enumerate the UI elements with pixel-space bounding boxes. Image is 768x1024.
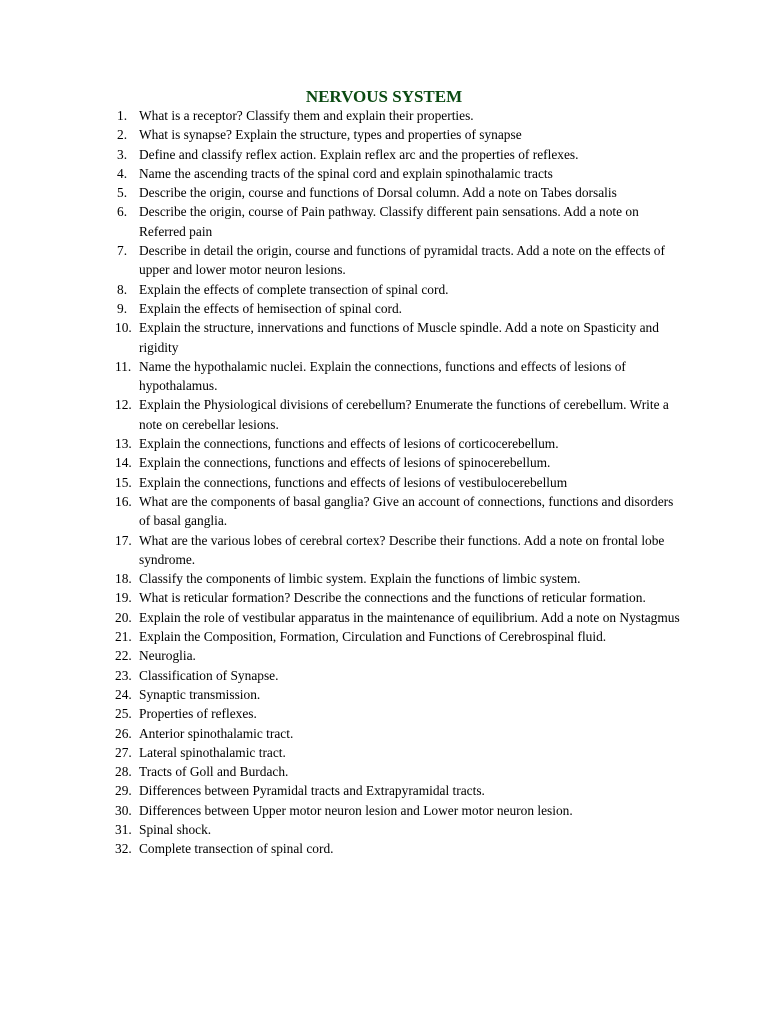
item-text: Explain the effects of hemisection of spinal cord. <box>139 300 403 316</box>
item-text: Describe the origin, course and functions of Dorsal column. Add a note on Tabes dorsalis <box>139 185 617 201</box>
list-item <box>115 473 685 492</box>
list-item <box>115 627 685 646</box>
item-text: Describe in detail the origin, course and functions of pyramidal tracts. Add a note on the effects of upper and lower motor neuron lesions. <box>139 243 665 278</box>
item-number: 9. <box>117 300 128 316</box>
item-number: 10. <box>115 320 132 336</box>
list-item <box>115 145 685 164</box>
item-number: 28. <box>115 764 132 780</box>
list-item <box>115 588 685 607</box>
item-text: Neuroglia. <box>139 648 196 664</box>
item-number: 25. <box>115 706 132 722</box>
item-text: Anterior spinothalamic tract. <box>139 725 294 741</box>
list-item <box>115 531 685 570</box>
item-number: 20. <box>115 609 132 625</box>
item-number: 24. <box>115 686 132 702</box>
list-item <box>115 724 685 743</box>
item-number: 32. <box>115 841 132 857</box>
list-item <box>115 395 685 434</box>
item-number: 21. <box>115 629 132 645</box>
list-item <box>115 492 685 531</box>
list-item <box>115 762 685 781</box>
item-number: 15. <box>115 474 132 490</box>
page-title: NERVOUS SYSTEM <box>305 87 463 106</box>
item-text: Synaptic transmission. <box>139 686 261 702</box>
item-text: Differences between Pyramidal tracts and Extrapyramidal tracts. <box>139 783 485 799</box>
item-text: What are the various lobes of cerebral cortex? Describe their functions. Add a note on frontal lobe syndrome. <box>139 532 665 567</box>
list-item <box>115 820 685 839</box>
list-item <box>115 781 685 800</box>
item-text: Explain the structure, innervations and functions of Muscle spindle. Add a note on Spasticity and rigidity <box>139 320 659 355</box>
item-text: What is reticular formation? Describe the connections and the functions of reticular formation. <box>139 590 646 606</box>
item-number: 17. <box>115 532 132 548</box>
item-text: What is a receptor? Classify them and explain their properties. <box>139 108 474 123</box>
list-item <box>115 202 685 241</box>
list-item <box>115 569 685 588</box>
item-number: 23. <box>115 667 132 683</box>
item-number: 30. <box>115 802 132 818</box>
item-number: 19. <box>115 590 132 606</box>
list-item <box>115 685 685 704</box>
item-number: 29. <box>115 783 132 799</box>
item-text: Explain the Composition, Formation, Circulation and Functions of Cerebrospinal fluid. <box>139 629 607 645</box>
item-text: Explain the connections, functions and effects of lesions of vestibulocerebellum <box>139 474 568 490</box>
list-item <box>115 106 685 125</box>
item-number: 16. <box>115 493 132 509</box>
list-item <box>115 743 685 762</box>
list-item <box>115 608 685 627</box>
list-item <box>115 839 685 858</box>
item-number: 1. <box>117 108 128 123</box>
list-item <box>115 434 685 453</box>
item-text: Explain the Physiological divisions of cerebellum? Enumerate the functions of cerebellum. Write a note on cerebellar lesions. <box>139 397 669 432</box>
item-number: 8. <box>117 281 128 297</box>
item-number: 13. <box>115 436 132 452</box>
item-text: What are the components of basal ganglia? Give an account of connections, functions and disorders of basal ganglia. <box>139 493 674 529</box>
list-item <box>115 280 685 299</box>
item-number: 14. <box>115 455 132 471</box>
item-number: 22. <box>115 648 132 664</box>
item-number: 6. <box>117 204 128 220</box>
item-text: What is synapse? Explain the structure, types and properties of synapse <box>139 127 522 143</box>
item-number: 26. <box>115 725 132 741</box>
item-number: 7. <box>117 243 128 259</box>
item-number: 31. <box>115 821 132 837</box>
item-number: 4. <box>117 165 128 181</box>
item-number: 3. <box>117 146 128 162</box>
item-text: Define and classify reflex action. Explain reflex arc and the properties of reflexes. <box>139 146 579 162</box>
item-text: Explain the effects of complete transection of spinal cord. <box>139 281 449 297</box>
list-item <box>115 666 685 685</box>
item-text: Tracts of Goll and Burdach. <box>139 764 289 780</box>
item-text: Spinal shock. <box>139 821 212 837</box>
item-text: Lateral spinothalamic tract. <box>139 744 286 760</box>
item-text: Explain the role of vestibular apparatus in the maintenance of equilibrium. Add a note on Nystagmus <box>139 609 680 625</box>
list-item <box>115 453 685 472</box>
item-number: 12. <box>115 397 132 413</box>
item-text: Name the ascending tracts of the spinal cord and explain spinothalamic tracts <box>139 165 553 181</box>
list-item <box>115 801 685 820</box>
list-item <box>115 646 685 665</box>
list-item <box>115 183 685 202</box>
item-text: Properties of reflexes. <box>139 706 257 722</box>
question-list <box>115 106 685 859</box>
item-text: Classification of Synapse. <box>139 667 279 683</box>
item-text: Describe the origin, course of Pain pathway. Classify different pain sensations. Add a note on Referred pain <box>139 204 639 239</box>
list-item <box>115 299 685 318</box>
item-text: Classify the components of limbic system. Explain the functions of limbic system. <box>139 571 581 587</box>
list-item <box>115 125 685 144</box>
item-text: Explain the connections, functions and effects of lesions of corticocerebellum. <box>139 436 559 452</box>
item-text: Explain the connections, functions and effects of lesions of spinocerebellum. <box>139 455 551 471</box>
item-text: Differences between Upper motor neuron lesion and Lower motor neuron lesion. <box>139 802 573 818</box>
list-item <box>115 704 685 723</box>
list-item <box>115 357 685 396</box>
item-text: Name the hypothalamic nuclei. Explain the connections, functions and effects of lesions of hypothalamus. <box>139 358 626 394</box>
list-item <box>115 241 685 280</box>
item-number: 18. <box>115 571 132 587</box>
item-number: 2. <box>117 127 128 143</box>
list-item <box>115 318 685 357</box>
item-text: Complete transection of spinal cord. <box>139 841 334 857</box>
item-number: 27. <box>115 744 132 760</box>
item-number: 11. <box>115 358 132 374</box>
list-item <box>115 164 685 183</box>
item-number: 5. <box>117 185 128 201</box>
